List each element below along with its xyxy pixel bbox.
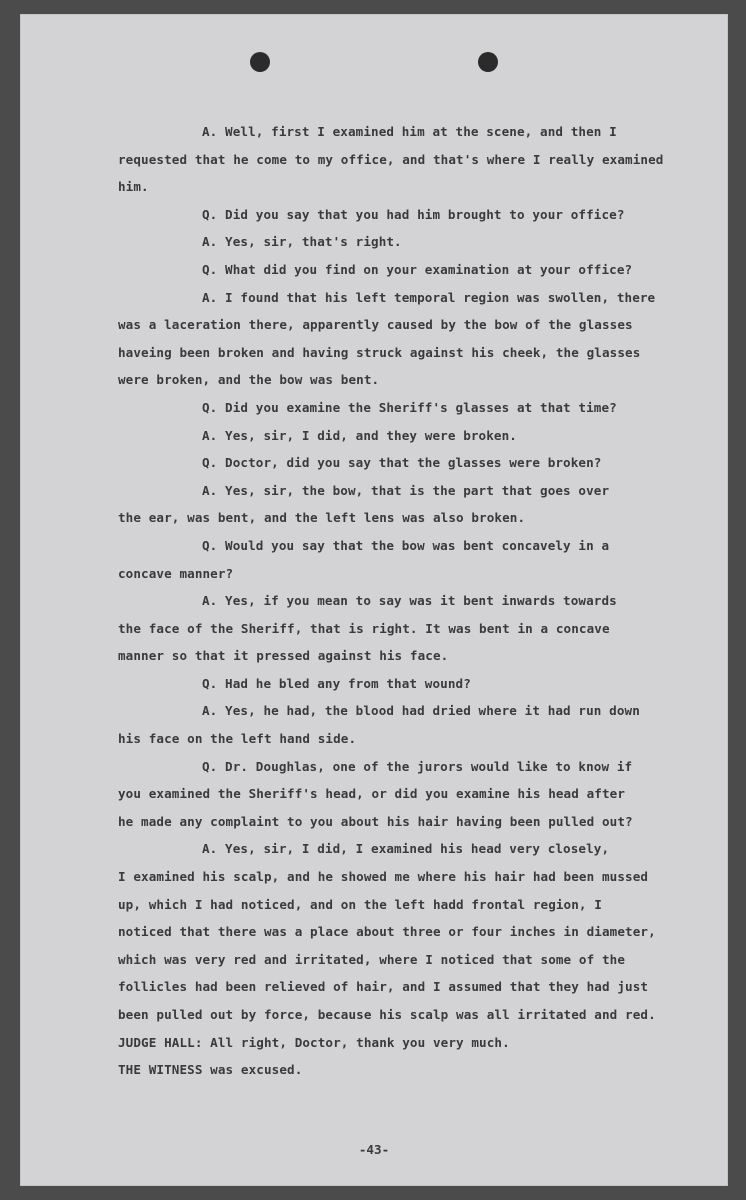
- transcript-line: you examined the Sheriff's head, or did you examine his head after: [118, 786, 626, 802]
- transcript-line: A. Yes, if you mean to say was it bent inwards towards: [202, 593, 617, 609]
- transcript-line: I examined his scalp, and he showed me where his hair had been mussed: [118, 869, 649, 885]
- transcript-line: him.: [118, 179, 149, 195]
- transcript-line: which was very red and irritated, where I noticed that some of the: [118, 951, 626, 967]
- transcript-line: Q. Did you examine the Sheriff's glasses at that time?: [202, 399, 617, 415]
- transcript-line: Q. What did you find on your examination at your office?: [202, 261, 633, 277]
- punch-hole-right: [478, 52, 498, 72]
- transcript-line: noticed that there was a place about three or four inches in diameter,: [118, 924, 656, 940]
- transcript-line: was a laceration there, apparently caused by the bow of the glasses: [118, 317, 633, 333]
- transcript-line: A. Yes, sir, that's right.: [202, 234, 402, 250]
- transcript-line: JUDGE HALL: All right, Doctor, thank you very much.: [118, 1034, 510, 1050]
- punch-hole-left: [250, 52, 270, 72]
- transcript-line: up, which I had noticed, and on the left hadd frontal region, I: [118, 896, 602, 912]
- transcript-line: Q. Would you say that the bow was bent concavely in a: [202, 537, 610, 553]
- transcript-line: A. Yes, he had, the blood had dried where it had run down: [202, 703, 640, 719]
- transcript-line: were broken, and the bow was bent.: [118, 372, 380, 388]
- transcript-body: [118, 118, 718, 1084]
- transcript-line: Q. Dr. Doughlas, one of the jurors would like to know if: [202, 758, 633, 774]
- transcript-line: been pulled out by force, because his scalp was all irritated and red.: [118, 1007, 656, 1022]
- transcript-line: his face on the left hand side.: [118, 731, 357, 747]
- transcript-line: requested that he come to my office, and that's where I really examined: [118, 151, 664, 167]
- transcript-line: concave manner?: [118, 565, 234, 581]
- transcript-line: A. Yes, sir, I did, I examined his head very closely,: [202, 841, 610, 857]
- transcript-line: THE WITNESS was excused.: [118, 1062, 303, 1078]
- page-number: -43-: [358, 1142, 390, 1157]
- transcript-line: the face of the Sheriff, that is right. It was bent in a concave: [118, 620, 610, 636]
- transcript-line: A. Well, first I examined him at the scene, and then I: [202, 124, 617, 139]
- transcript-line: Q. Did you say that you had him brought to your office?: [202, 206, 625, 222]
- transcript-line: A. I found that his left temporal region was swollen, there: [202, 289, 656, 305]
- transcript-line: Q. Doctor, did you say that the glasses were broken?: [202, 455, 602, 471]
- document-page: [20, 14, 728, 1186]
- transcript-line: Q. Had he bled any from that wound?: [202, 675, 471, 691]
- transcript-line: haveing been broken and having struck against his cheek, the glasses: [118, 344, 641, 360]
- transcript-line: he made any complaint to you about his hair having been pulled out?: [118, 813, 633, 829]
- transcript-line: follicles had been relieved of hair, and I assumed that they had just: [118, 979, 649, 995]
- transcript-line: A. Yes, sir, I did, and they were broken.: [202, 427, 517, 443]
- transcript-line: A. Yes, sir, the bow, that is the part that goes over: [202, 482, 610, 498]
- transcript-line: manner so that it pressed against his face.: [118, 648, 449, 664]
- transcript-line: the ear, was bent, and the left lens was also broken.: [118, 510, 526, 526]
